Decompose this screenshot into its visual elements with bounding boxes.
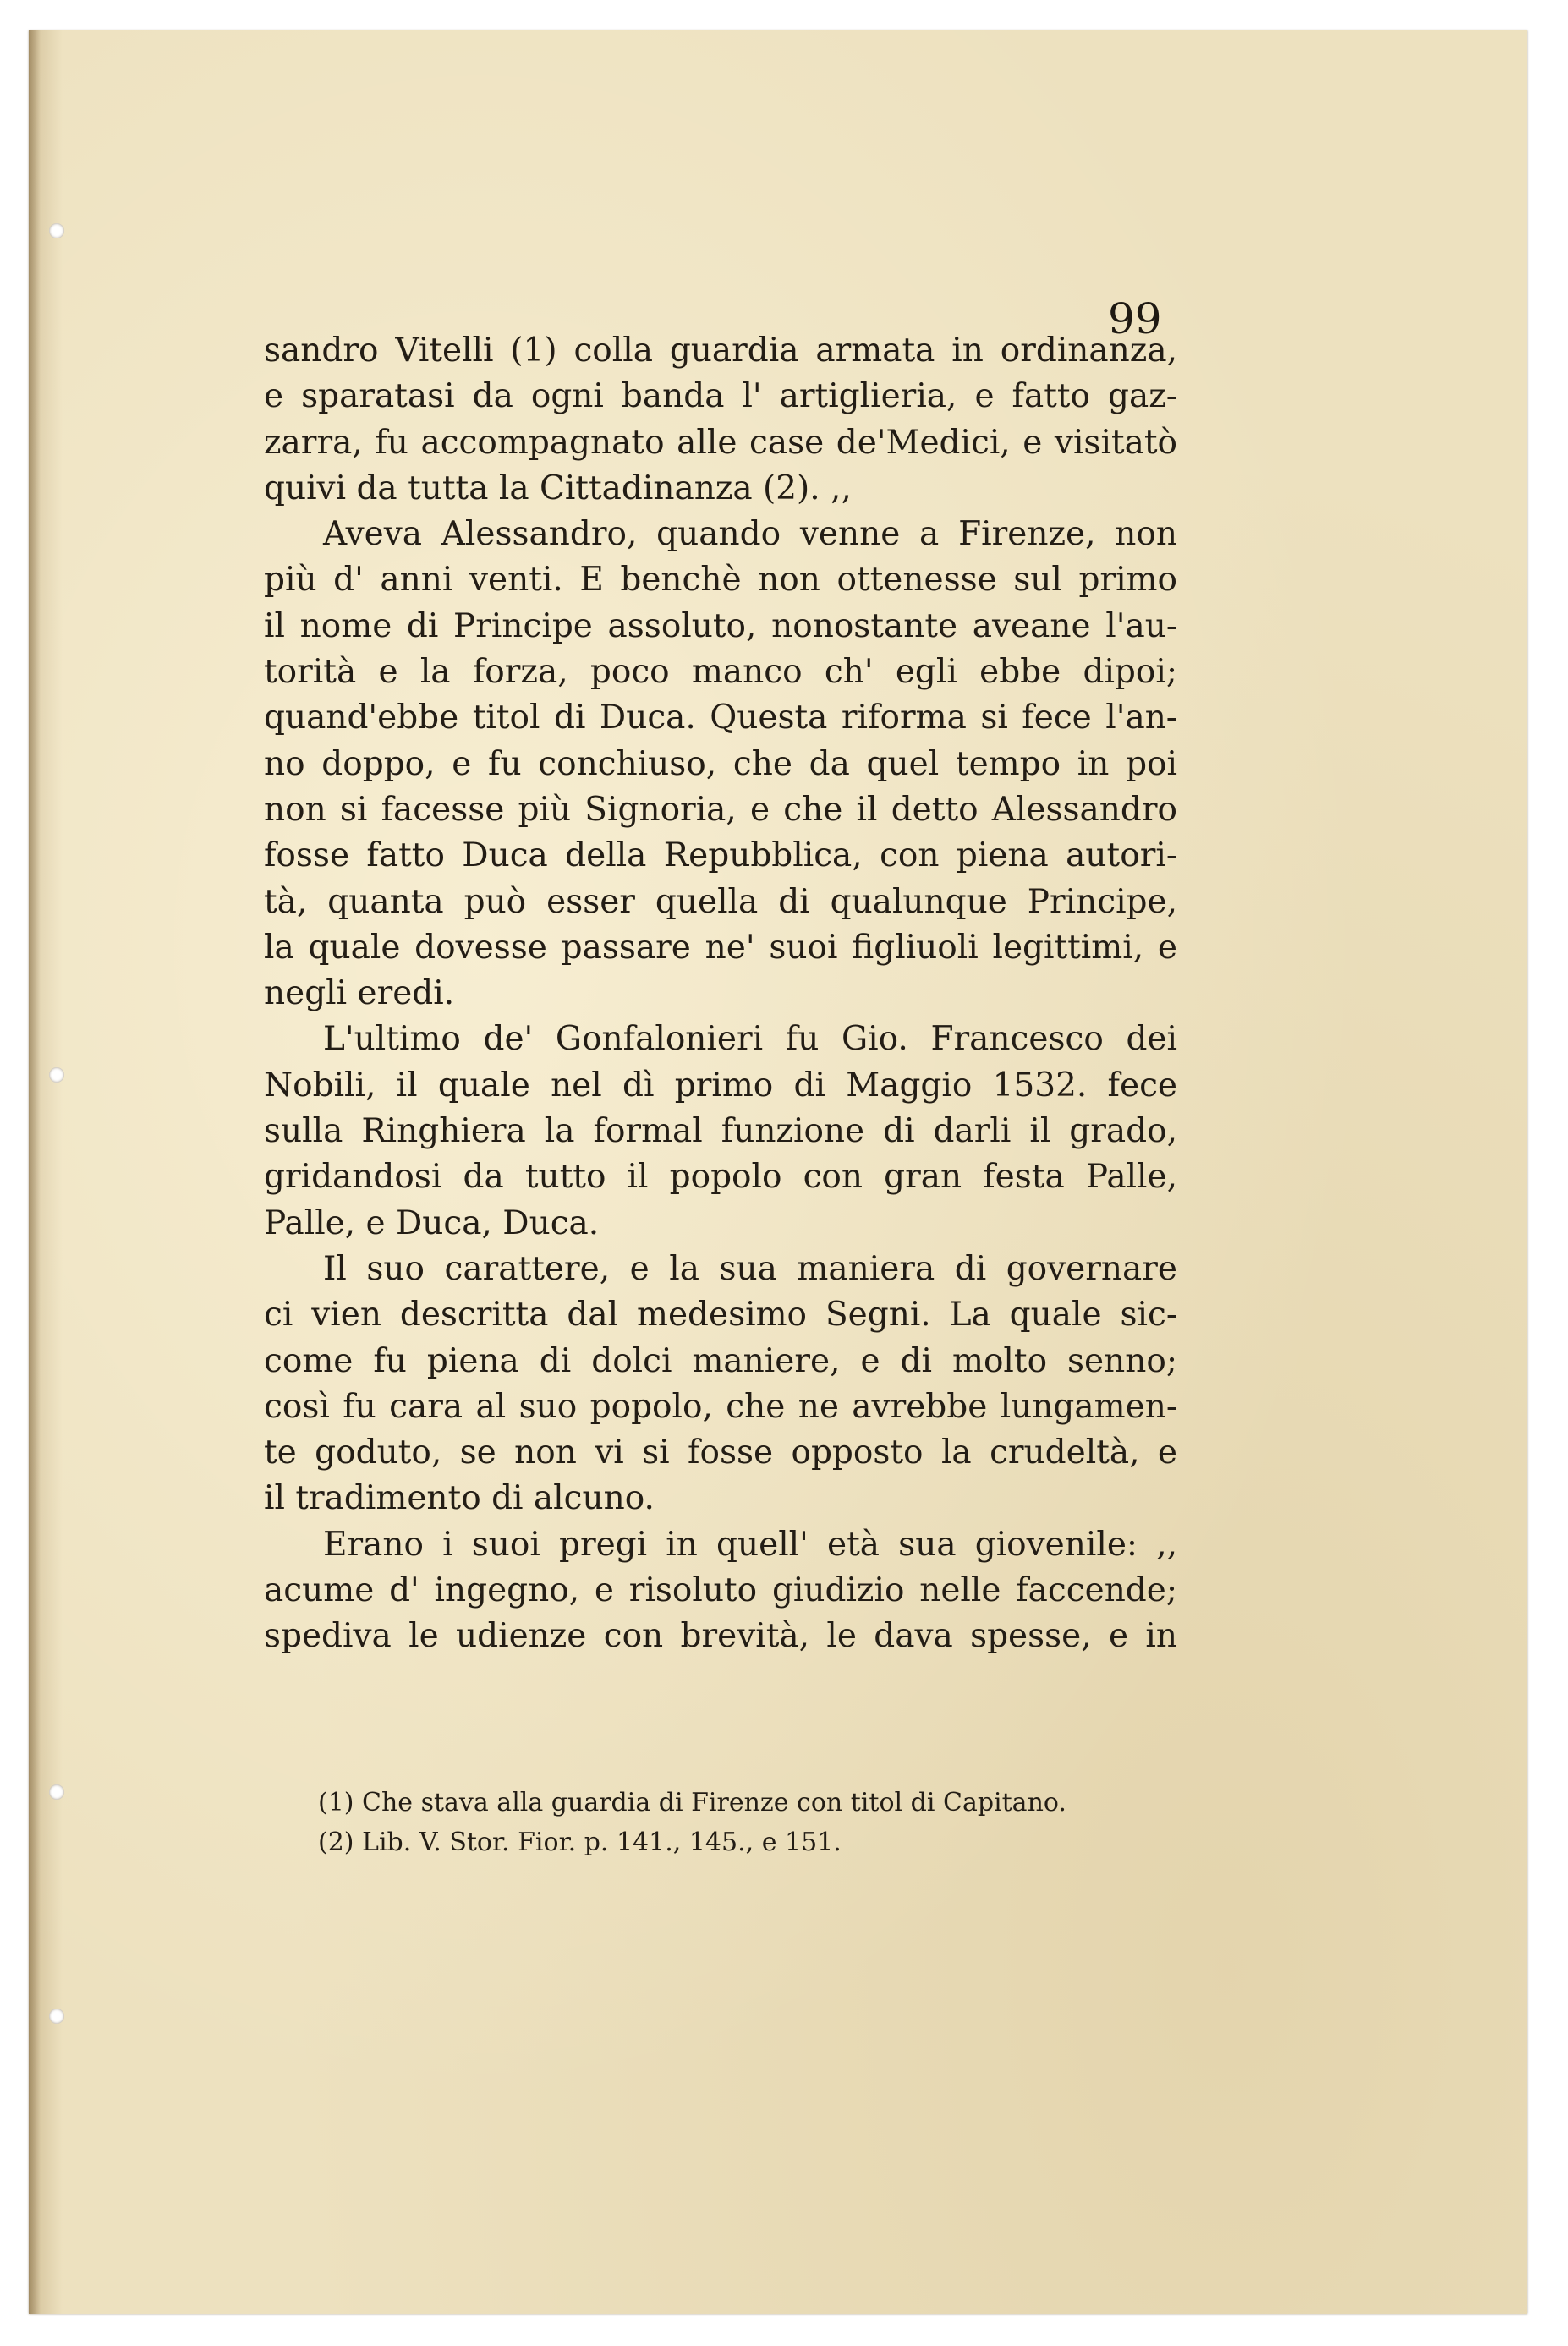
- text-line: più d' anni venti. E benchè non ottenesse sul primo: [264, 561, 1177, 600]
- binding-hole: [49, 1784, 64, 1800]
- text-line: la quale dovesse passare ne' suoi figliuoli legittimi, e: [264, 928, 1177, 967]
- binding-edge: [29, 30, 41, 2314]
- text-line: Il suo carattere, e la sua maniera di governare: [323, 1249, 1177, 1288]
- footnotes: [318, 1783, 1155, 1862]
- text-line: fosse fatto Duca della Repubblica, con piena autori-: [264, 836, 1177, 875]
- text-line: il nome di Principe assoluto, nonostante aveane l'au-: [264, 606, 1177, 645]
- binding-hole: [49, 1067, 64, 1083]
- text-line: tà, quanta può esser quella di qualunque Principe,: [264, 882, 1177, 921]
- text-line: Nobili, il quale nel dì primo di Maggio 1532. fece: [264, 1066, 1177, 1104]
- text-line: sandro Vitelli (1) colla guardia armata in ordinanza,: [264, 332, 1177, 370]
- text-line: come fu piena di dolci maniere, e di molto senno;: [264, 1341, 1177, 1380]
- text-line: e sparatasi da ogni banda l' artiglieria, e fatto gaz-: [264, 377, 1177, 416]
- text-line: acume d' ingegno, e risoluto giudizio nelle faccende;: [264, 1571, 1177, 1610]
- text-line: torità e la forza, poco manco ch' egli ebbe dipoi;: [264, 653, 1177, 692]
- footnote: (2) Lib. V. Stor. Fior. p. 141., 145., e 151.: [318, 1828, 842, 1857]
- text-line: no doppo, e fu conchiuso, che da quel tempo in poi: [264, 744, 1177, 783]
- text-line: Palle, e Duca, Duca.: [264, 1203, 600, 1242]
- text-line: Aveva Alessandro, quando venne a Firenze, non: [323, 515, 1177, 554]
- text-line: spediva le udienze con brevità, le dava spesse, e in: [264, 1617, 1177, 1656]
- paragraph: [264, 1017, 1177, 1246]
- paragraph: [264, 1247, 1177, 1522]
- text-line: L'ultimo de' Gonfalonieri fu Gio. Francesco dei: [323, 1020, 1177, 1059]
- binding-hole: [49, 2009, 64, 2024]
- text-line: Erano i suoi pregi in quell' età sua giovenile: ,,: [323, 1525, 1177, 1564]
- text-line: ci vien descritta dal medesimo Segni. La quale sic-: [264, 1296, 1177, 1335]
- text-line: gridandosi da tutto il popolo con gran festa Palle,: [264, 1158, 1177, 1197]
- text-line: non si facesse più Signoria, e che il detto Alessandro: [264, 790, 1177, 829]
- text-line: te goduto, se non vi si fosse opposto la crudeltà, e: [264, 1433, 1177, 1472]
- paragraph: [264, 328, 1177, 512]
- text-line: zarra, fu accompagnato alle case de'Medici, e visitatò: [264, 423, 1177, 462]
- text-line: negli eredi.: [264, 974, 455, 1013]
- paragraph: [264, 512, 1177, 1017]
- binding-hole: [49, 223, 64, 238]
- text-line: il tradimento di alcuno.: [264, 1479, 655, 1518]
- text-line: sulla Ringhiera la formal funzione di darli il grado,: [264, 1112, 1177, 1151]
- text-line: così fu cara al suo popolo, che ne avrebbe lungamen-: [264, 1387, 1177, 1426]
- text-line: quivi da tutta la Cittadinanza (2). ,,: [264, 469, 852, 507]
- text-line: quand'ebbe titol di Duca. Questa riforma si fece l'an-: [264, 699, 1177, 737]
- page-number: 99: [1108, 294, 1162, 343]
- body-text: [264, 328, 1177, 1660]
- paragraph: [264, 1522, 1177, 1660]
- footnote: (1) Che stava alla guardia di Firenze con titol di Capitano.: [318, 1788, 1066, 1817]
